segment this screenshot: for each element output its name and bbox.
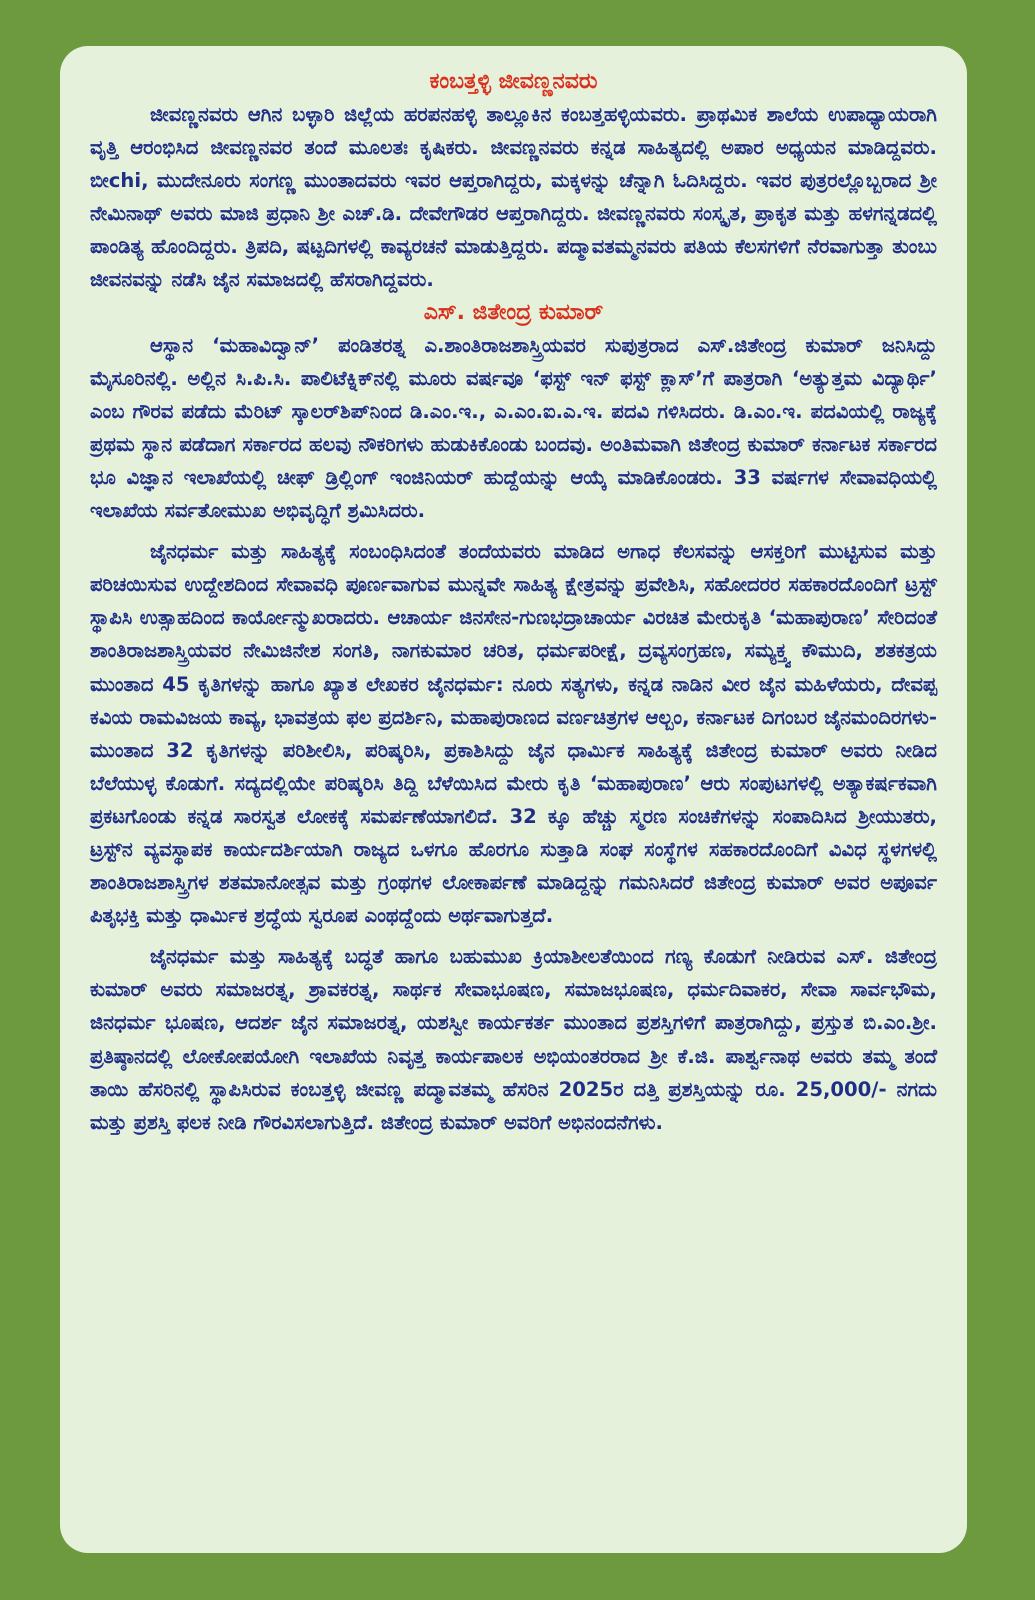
paragraph-jeevannanavaru: ಜೀವಣ್ಣನವರು ಆಗಿನ ಬಳ್ಳಾರಿ ಜಿಲ್ಲೆಯ ಹರಪನಹಳ್ಳಿ ತಾಲ್ಲೂಕಿನ ಕಂಬತ್ತಹಳ್ಳಿಯವರು. ಪ್ರಾಥಮಿಕ ಶಾಲೆಯ ಉಪಾಧ್ಯಾಯರಾಗಿ ವೃತ್ತಿ ಆರಂಭಿಸಿದ ಜೀವಣ್ಣನವರ ತಂದೆ ಮೂಲತಃ ಕೃಷಿಕರು. ಜೀವಣ್ಣನವರು ಕನ್ನಡ ಸಾಹಿತ್ಯದಲ್ಲಿ ಅಪಾರ ಅಧ್ಯಯನ ಮಾಡಿದ್ದವರು. ಬೀchi, ಮುದೇನೂರು ಸಂಗಣ್ಣ ಮುಂತಾದವರು ಇವರ ಆಪ್ತರಾಗಿದ್ದರು, ಮಕ್ಕಳನ್ನು ಚೆನ್ನಾಗಿ ಓದಿಸಿದ್ದರು. ಇವರ ಪುತ್ರರಲ್ಲೊಬ್ಬರಾದ ಶ್ರೀ ನೇಮಿನಾಥ್ ಅವರು ಮಾಜಿ ಪ್ರಧಾನಿ ಶ್ರೀ ಎಚ್.ಡಿ. ದೇವೇಗೌಡರ ಆಪ್ತರಾಗಿದ್ದರು. ಜೀವಣ್ಣನವರು ಸಂಸ್ಕೃತ, ಪ್ರಾಕೃತ ಮತ್ತು ಹಳಗನ್ನಡದಲ್ಲಿ ಪಾಂಡಿತ್ಯ ಹೊಂದಿದ್ದರು. ತ್ರಿಪದಿ, ಷಟ್ಪದಿಗಳಲ್ಲಿ ಕಾವ್ಯರಚನೆ ಮಾಡುತ್ತಿದ್ದರು. ಪದ್ಮಾವತಮ್ಮನವರು ಪತಿಯ ಕೆಲಸಗಳಿಗೆ ನೆರವಾಗುತ್ತಾ ತುಂಬು ಜೀವನವನ್ನು ನಡೆಸಿ ಜೈನ ಸಮಾಜದಲ್ಲಿ ಹೆಸರಾಗಿದ್ದವರು. [90,103,937,292]
section-heading-jeevannanavaru: ಕಂಬತ್ತಳ್ಳಿ ಜೀವಣ್ಣನವರು [429,69,598,94]
content-card [60,46,967,1553]
paragraph-jitendra-kumar-1: ಆಸ್ಥಾನ ‘ಮಹಾವಿದ್ವಾನ್’ ಪಂಡಿತರತ್ನ ಎ.ಶಾಂತಿರಾಜಶಾಸ್ತ್ರಿಯವರ ಸುಪುತ್ರರಾದ ಎಸ್.ಜಿತೇಂದ್ರ ಕುಮಾರ್ ಜನಿಸಿದ್ದು ಮೈಸೂರಿನಲ್ಲಿ. ಅಲ್ಲಿನ ಸಿ.ಪಿ.ಸಿ. ಪಾಲಿಟೆಕ್ನಿಕ್‌ನಲ್ಲಿ ಮೂರು ವರ್ಷವೂ ‘ಫಸ್ಟ್ ಇನ್ ಫಸ್ಟ್ ಕ್ಲಾಸ್’ಗೆ ಪಾತ್ರರಾಗಿ ‘ಅತ್ಯುತ್ತಮ ವಿದ್ಯಾರ್ಥಿ’ ಎಂಬ ಗೌರವ ಪಡೆದು ಮೆರಿಟ್ ಸ್ಕಾಲರ್‌ಶಿಪ್‌ನಿಂದ ಡಿ.ಎಂ.ಇ., ಎ.ಎಂ.ಐ.ಎ.ಇ. ಪದವಿ ಗಳಿಸಿದರು. ಡಿ.ಎಂ.ಇ. ಪದವಿಯಲ್ಲಿ ರಾಜ್ಯಕ್ಕೆ ಪ್ರಥಮ ಸ್ಥಾನ ಪಡೆದಾಗ ಸರ್ಕಾರದ ಹಲವು ನೌಕರಿಗಳು ಹುಡುಕಿಕೊಂಡು ಬಂದವು. ಅಂತಿಮವಾಗಿ ಜಿತೇಂದ್ರ ಕುಮಾರ್ ಕರ್ನಾಟಕ ಸರ್ಕಾರದ ಭೂ ವಿಜ್ಞಾನ ಇಲಾಖೆಯಲ್ಲಿ ಚೀಫ್ ಡ್ರಿಲ್ಲಿಂಗ್ ಇಂಜಿನಿಯರ್ ಹುದ್ದೆಯನ್ನು ಆಯ್ಕೆ ಮಾಡಿಕೊಂಡರು. 33 ವರ್ಷಗಳ ಸೇವಾವಧಿಯಲ್ಲಿ ಇಲಾಖೆಯ ಸರ್ವತೋಮುಖ ಅಭಿವೃದ್ಧಿಗೆ ಶ್ರಮಿಸಿದರು. [90,333,937,523]
paragraph-jitendra-kumar-2: ಜೈನಧರ್ಮ ಮತ್ತು ಸಾಹಿತ್ಯಕ್ಕೆ ಸಂಬಂಧಿಸಿದಂತೆ ತಂದೆಯವರು ಮಾಡಿದ ಅಗಾಧ ಕೆಲಸವನ್ನು ಆಸಕ್ತರಿಗೆ ಮುಟ್ಟಿಸುವ ಮತ್ತು ಪರಿಚಯಿಸುವ ಉದ್ದೇಶದಿಂದ ಸೇವಾವಧಿ ಪೂರ್ಣವಾಗುವ ಮುನ್ನವೇ ಸಾಹಿತ್ಯ ಕ್ಷೇತ್ರವನ್ನು ಪ್ರವೇಶಿಸಿ, ಸಹೋದರರ ಸಹಕಾರದೊಂದಿಗೆ ಟ್ರಸ್ಟ್ ಸ್ಥಾಪಿಸಿ ಉತ್ಸಾಹದಿಂದ ಕಾರ್ಯೋನ್ಮುಖರಾದರು. ಆಚಾರ್ಯ ಜಿನಸೇನ-ಗುಣಭದ್ರಾಚಾರ್ಯ ವಿರಚಿತ ಮೇರುಕೃತಿ ‘ಮಹಾಪುರಾಣ’ ಸೇರಿದಂತೆ ಶಾಂತಿರಾಜಶಾಸ್ತ್ರಿಯವರ ನೇಮಿಜಿನೇಶ ಸಂಗತಿ, ನಾಗಕುಮಾರ ಚರಿತ, ಧರ್ಮಪರೀಕ್ಷೆ, ದ್ರವ್ಯಸಂಗ್ರಹಣ, ಸಮ್ಯಕ್ತ್ವ ಕೌಮುದಿ, ಶತಕತ್ರಯ ಮುಂತಾದ 45 ಕೃತಿಗಳನ್ನು ಹಾಗೂ ಖ್ಯಾತ ಲೇಖಕರ ಜೈನಧರ್ಮ: ನೂರು ಸತ್ಯಗಳು, ಕನ್ನಡ ನಾಡಿನ ವೀರ ಜೈನ ಮಹಿಳೆಯರು, ದೇವಪ್ಪ ಕವಿಯ ರಾಮವಿಜಯ ಕಾವ್ಯ, ಭಾವತ್ರಯ ಫಲ ಪ್ರದರ್ಶಿನಿ, ಮಹಾಪುರಾಣದ ವರ್ಣಚಿತ್ರಗಳ ಆಲ್ಬಂ, ಕರ್ನಾಟಕ ದಿಗಂಬರ ಜೈನಮಂದಿರಗಳು-ಮುಂತಾದ 32 ಕೃತಿಗಳನ್ನು ಪರಿಶೀಲಿಸಿ, ಪರಿಷ್ಕರಿಸಿ, ಪ್ರಕಾಶಿಸಿದ್ದು ಜೈನ ಧಾರ್ಮಿಕ ಸಾಹಿತ್ಯಕ್ಕೆ ಜಿತೇಂದ್ರ ಕುಮಾರ್ ಅವರು ನೀಡಿದ ಬೆಲೆಯುಳ್ಳ ಕೊಡುಗೆ. ಸದ್ಯದಲ್ಲಿಯೇ ಪರಿಷ್ಕರಿಸಿ ತಿದ್ದಿ ಬೆಳೆಯಿಸಿದ ಮೇರು ಕೃತಿ ‘ಮಹಾಪುರಾಣ’ ಆರು ಸಂಪುಟಗಳಲ್ಲಿ ಅತ್ಯಾಕರ್ಷಕವಾಗಿ ಪ್ರಕಟಗೊಂಡು ಕನ್ನಡ ಸಾರಸ್ವತ ಲೋಕಕ್ಕೆ ಸಮರ್ಪಣೆಯಾಗಲಿದೆ. 32 ಕ್ಕೂ ಹೆಚ್ಚು ಸ್ಮರಣ ಸಂಚಿಕೆಗಳನ್ನು ಸಂಪಾದಿಸಿದ ಶ್ರೀಯುತರು, ಟ್ರಸ್ಟ್‌ನ ವ್ಯವಸ್ಥಾಪಕ ಕಾರ್ಯದರ್ಶಿಯಾಗಿ ರಾಜ್ಯದ ಒಳಗೂ ಹೊರಗೂ ಸುತ್ತಾಡಿ ಸಂಘ ಸಂಸ್ಥೆಗಳ ಸಹಕಾರದೊಂದಿಗೆ ವಿವಿಧ ಸ್ಥಳಗಳಲ್ಲಿ ಶಾಂತಿರಾಜಶಾಸ್ತ್ರಿಗಳ ಶತಮಾನೋತ್ಸವ ಮತ್ತು ಗ್ರಂಥಗಳ ಲೋಕಾರ್ಪಣೆ ಮಾಡಿದ್ದನ್ನು ಗಮನಿಸಿದರೆ ಜಿತೇಂದ್ರ ಕುಮಾರ್ ಅವರ ಅಪೂರ್ವ ಪಿತೃಭಕ್ತಿ ಮತ್ತು ಧಾರ್ಮಿಕ ಶ್ರದ್ಧೆಯ ಸ್ವರೂಪ ಎಂಥದ್ದೆಂದು ಅರ್ಥವಾಗುತ್ತದೆ. [90,540,937,928]
paragraph-jitendra-kumar-3: ಜೈನಧರ್ಮ ಮತ್ತು ಸಾಹಿತ್ಯಕ್ಕೆ ಬದ್ಧತೆ ಹಾಗೂ ಬಹುಮುಖ ಕ್ರಿಯಾಶೀಲತೆಯಿಂದ ಗಣ್ಯ ಕೊಡುಗೆ ನೀಡಿರುವ ಎಸ್. ಜಿತೇಂದ್ರ ಕುಮಾರ್ ಅವರು ಸಮಾಜರತ್ನ, ಶ್ರಾವಕರತ್ನ, ಸಾರ್ಥಕ ಸೇವಾಭೂಷಣ, ಸಮಾಜಭೂಷಣ, ಧರ್ಮದಿವಾಕರ, ಸೇವಾ ಸಾರ್ವಭೌಮ, ಜಿನಧರ್ಮ ಭೂಷಣ, ಆದರ್ಶ ಜೈನ ಸಮಾಜರತ್ನ, ಯಶಸ್ವೀ ಕಾರ್ಯಕರ್ತ ಮುಂತಾದ ಪ್ರಶಸ್ತಿಗಳಿಗೆ ಪಾತ್ರರಾಗಿದ್ದು, ಪ್ರಸ್ತುತ ಬಿ.ಎಂ.ಶ್ರೀ. ಪ್ರತಿಷ್ಠಾನದಲ್ಲಿ ಲೋಕೋಪಯೋಗಿ ಇಲಾಖೆಯ ನಿವೃತ್ತ ಕಾರ್ಯಪಾಲಕ ಅಭಿಯಂತರರಾದ ಶ್ರೀ ಕೆ.ಜಿ. ಪಾರ್ಶ್ವನಾಥ ಅವರು ತಮ್ಮ ತಂದೆ ತಾಯಿ ಹೆಸರಿನಲ್ಲಿ ಸ್ಥಾಪಿಸಿರುವ ಕಂಬತ್ತಳ್ಳಿ ಜೀವಣ್ಣ ಪದ್ಮಾವತಮ್ಮ ಹೆಸರಿನ 2025ರ ದತ್ತಿ ಪ್ರಶಸ್ತಿಯನ್ನು ರೂ. 25,000/- ನಗದು ಮತ್ತು ಪ್ರಶಸ್ತಿ ಫಲಕ ನೀಡಿ ಗೌರವಿಸಲಾಗುತ್ತಿದೆ. ಜಿತೇಂದ್ರ ಕುಮಾರ್ ಅವರಿಗೆ ಅಭಿನಂದನೆಗಳು. [90,945,937,1134]
section-heading-jitendra-kumar: ಎಸ್. ಜಿತೇಂದ್ರ ಕುಮಾರ್ [423,299,604,325]
